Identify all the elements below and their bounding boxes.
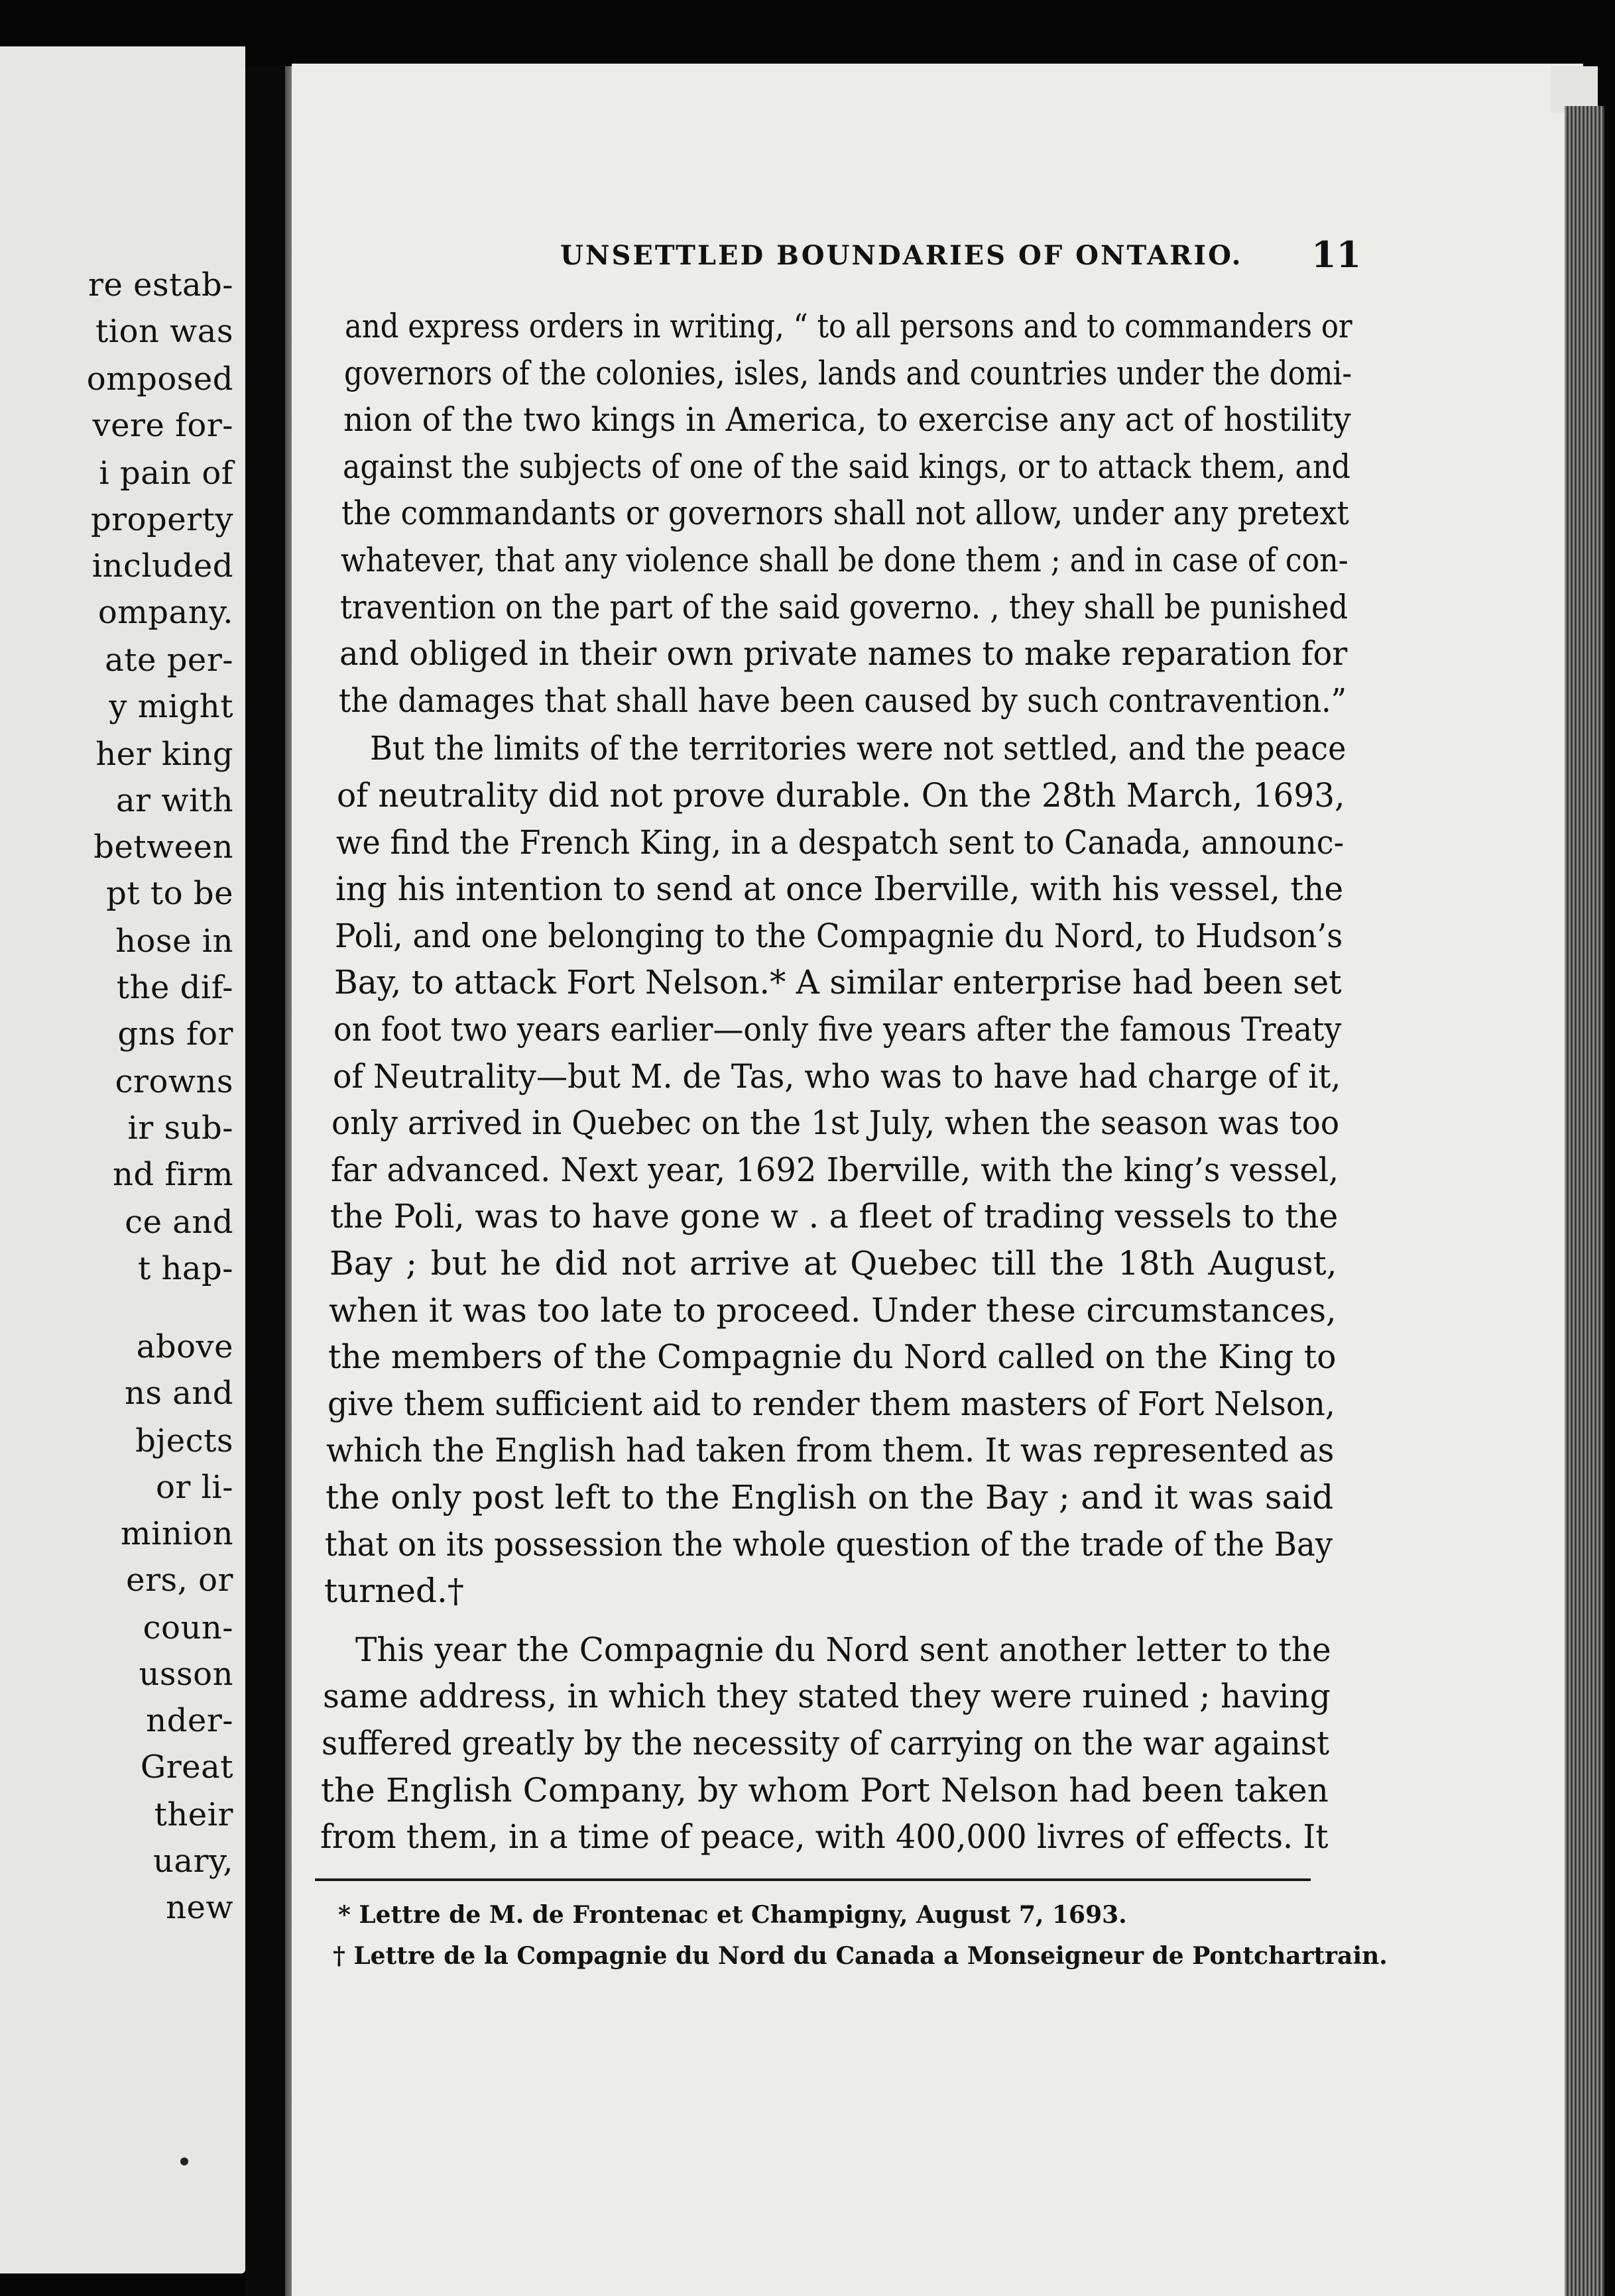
previous-page-line: minion <box>121 1515 233 1552</box>
body-line: But the limits of the territories were not settled, and the peace <box>370 729 1346 768</box>
body-line: the members of the Compagnie du Nord called on the King to <box>328 1338 1337 1377</box>
previous-page-line: ar with <box>116 782 233 819</box>
previous-page-line: gns for <box>117 1015 233 1053</box>
body-line: Bay, to attack Fort Nelson.* A similar enterprise had been set <box>334 963 1342 1002</box>
previous-page-line: Great <box>140 1749 233 1786</box>
body-line: only arrived in Quebec on the 1st July, when the season was too <box>331 1104 1340 1143</box>
running-head: UNSETTLED BOUNDARIES OF ONTARIO. <box>560 240 1243 271</box>
body-line: travention on the part of the said governo. , they shall be punished <box>340 587 1348 626</box>
footnote-2: † Lettre de la Compagnie du Nord du Canada a Monseigneur de Pontchartrain. <box>333 1942 1388 1970</box>
previous-page-line: coun- <box>143 1609 233 1646</box>
previous-page-line: tion was <box>95 313 233 350</box>
body-line: we find the French King, in a despatch sent to Canada, announc- <box>336 823 1345 862</box>
previous-page-line: hose in <box>115 923 233 960</box>
previous-page-line: t hap- <box>137 1250 233 1287</box>
body-line: the commandants or governors shall not allow, under any pretext <box>341 494 1349 533</box>
body-line: far advanced. Next year, 1692 Iberville, with the king’s vessel, <box>331 1150 1339 1189</box>
previous-page-line: her king <box>95 736 233 773</box>
previous-page-line: ompany. <box>97 594 233 631</box>
previous-page-line: nder- <box>146 1702 233 1739</box>
body-line: the only post left to the English on the Bay ; and it was said <box>326 1478 1334 1517</box>
previous-page-line: between <box>93 829 233 866</box>
previous-page-line: y might <box>109 688 233 725</box>
previous-page-line: uary, <box>153 1843 233 1880</box>
previous-page-line: re estab- <box>88 266 233 304</box>
body-line: against the subjects of one of the said kings, or to attack them, and <box>343 447 1350 486</box>
previous-page <box>0 46 245 2273</box>
body-line: the Poli, was to have gone w . a fleet of trading vessels to the <box>330 1197 1339 1236</box>
previous-page-line: nd firm <box>113 1156 233 1193</box>
previous-page-line: ce and <box>125 1204 233 1241</box>
page-number: 11 <box>1311 233 1362 276</box>
body-line: the English Company, by whom Port Nelson had been taken <box>321 1770 1329 1809</box>
body-line: same address, in which they stated they were ruined ; having <box>323 1677 1331 1716</box>
body-line: which the English had taken from them. It was represented as <box>326 1431 1335 1470</box>
body-line: and obliged in their own private names to make reparation for <box>339 634 1348 673</box>
page-edges <box>1565 106 1604 2296</box>
previous-page-line: property <box>90 501 233 538</box>
previous-page-line: or li- <box>155 1469 233 1506</box>
previous-page-line: crowns <box>115 1063 233 1100</box>
body-line: governors of the colonies, isles, lands and countries under the domi- <box>344 353 1352 392</box>
scan-speck <box>180 2157 188 2165</box>
previous-page-line: the dif- <box>116 969 233 1006</box>
previous-page-line: pt to be <box>106 875 233 912</box>
body-line: This year the Compagnie du Nord sent another letter to the <box>355 1630 1331 1669</box>
body-line: that on its possession the whole question of the trade of the Bay <box>325 1524 1333 1564</box>
previous-page-line: ns and <box>124 1375 233 1412</box>
body-line: turned.† <box>324 1572 464 1611</box>
body-line: ing his intention to send at once Iberville, with his vessel, the <box>335 870 1344 909</box>
body-line: Bay ; but he did not arrive at Quebec till the 18th August, <box>329 1244 1337 1283</box>
body-line: of Neutrality—but M. de Tas, who was to have had charge of it, <box>333 1057 1341 1096</box>
footnote-rule <box>315 1878 1311 1881</box>
footnote-1: * Lettre de M. de Frontenac et Champigny, August 7, 1693. <box>338 1901 1127 1929</box>
previous-page-line: included <box>91 547 233 585</box>
previous-page-line: i pain of <box>99 455 233 492</box>
previous-page-line: ir sub- <box>127 1110 233 1147</box>
previous-page-line: above <box>136 1328 233 1365</box>
body-line: from them, in a time of peace, with 400,000 livres of effects. It <box>320 1817 1329 1857</box>
body-line: and express orders in writing, “ to all persons and to commanders or <box>345 307 1352 345</box>
body-line: whatever, that any violence shall be done them ; and in case of con- <box>341 541 1348 579</box>
previous-page-line: ate per- <box>105 642 233 679</box>
previous-page-line: their <box>154 1796 233 1833</box>
previous-page-line: omposed <box>86 361 233 398</box>
body-line: give them sufficient aid to render them masters of Fort Nelson, <box>328 1384 1335 1423</box>
previous-page-line: new <box>166 1889 233 1926</box>
previous-page-line: bjects <box>135 1422 233 1460</box>
body-line: suffered greatly by the necessity of carrying on the war against <box>322 1724 1330 1762</box>
previous-page-line: ers, or <box>126 1562 233 1599</box>
body-line: the damages that shall have been caused by such contravention.” <box>339 681 1346 720</box>
body-line: of neutrality did not prove durable. On the 28th March, 1693, <box>337 776 1345 815</box>
previous-page-line: usson <box>139 1656 233 1693</box>
previous-page-line: vere for- <box>92 407 233 444</box>
book-gutter <box>245 66 286 2296</box>
body-line: when it was too late to proceed. Under these circumstances, <box>329 1291 1337 1330</box>
body-line: on foot two years earlier—only five years after the famous Treaty <box>333 1010 1342 1049</box>
body-line: nion of the two kings in America, to exercise any act of hostility <box>343 400 1351 439</box>
body-line: Poli, and one belonging to the Compagnie du Nord, to Hudson’s <box>335 916 1343 955</box>
